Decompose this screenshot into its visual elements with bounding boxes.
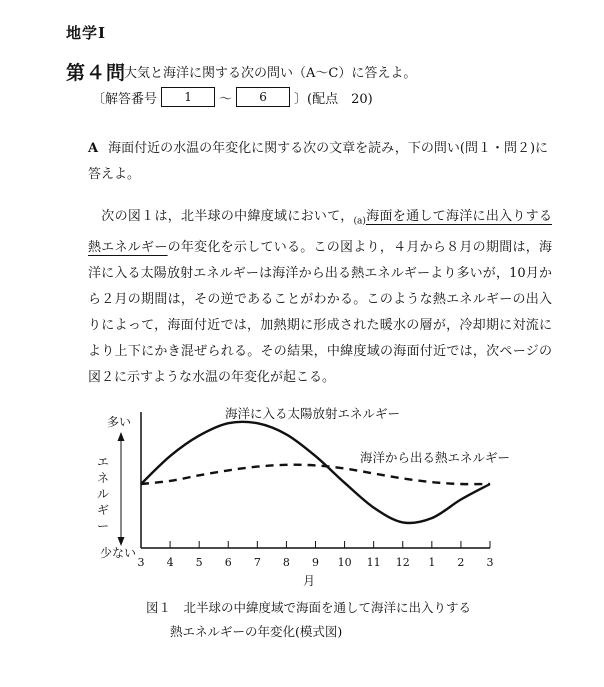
section-label: A: [88, 141, 99, 156]
y-arrow: [118, 432, 125, 546]
question-number: 第４問: [66, 62, 127, 84]
x-axis-label: 月: [302, 574, 316, 588]
passage-marker: (a): [353, 216, 366, 227]
x-tick-label: 7: [253, 556, 261, 569]
y-axis-label-char: ル: [96, 487, 110, 501]
answer-box-from: 1: [161, 87, 215, 107]
x-tick-label: 11: [366, 556, 381, 569]
y-axis-label-char: ギ: [96, 503, 110, 517]
figure-caption-line1: 図１ 北半球の中緯度域で海面を通して海洋に出入りする: [146, 600, 472, 615]
y-axis-label-char: ネ: [96, 471, 110, 485]
series-solar-label: 海洋に入る太陽放射エネルギー: [225, 406, 401, 421]
figure-caption-line2: 熱エネルギーの年変化(模式図): [170, 624, 343, 639]
x-tick-label: 6: [224, 556, 232, 569]
x-tick-label: 10: [337, 556, 352, 569]
x-tick-label: 8: [282, 556, 290, 569]
answer-suffix: 〕(配点 20): [294, 91, 373, 107]
series-heat-label: 海洋から出る熱エネルギー: [360, 450, 511, 465]
x-tick-label: 2: [457, 556, 465, 569]
series-heat-line: [141, 465, 490, 484]
passage-part2: の年変化を示している。この図より，４月から８月の期間は，海洋に入る太陽放射エネルギーは海洋から出る熱エネルギーより多いが，10月から２月の期間は，その逆であることがわかる。このような熱エネルギーの出入りによって，海面付近では，加熱期に形成された暖水の層が，冷却期に対流により上下にかき混ぜられる。その結果，中緯度域の海面付近では，次ページの図２に示すような水温の年変化が起こる。: [88, 239, 552, 385]
series-solar-line: [141, 422, 490, 523]
x-tick-label: 9: [312, 556, 319, 569]
answer-box-to: 6: [236, 87, 290, 107]
y-axis-label-char: エ: [96, 455, 110, 469]
y-bottom-label: 少ない: [100, 546, 137, 560]
y-axis-label-char: ー: [96, 519, 110, 533]
x-tick-label: 1: [428, 556, 436, 569]
question-text: 大気と海洋に関する次の問い（A〜C）に答えよ。: [124, 66, 417, 81]
answer-prefix: 〔解答番号: [92, 91, 158, 107]
x-tick-label: 5: [195, 556, 203, 569]
passage-underlined: 海面を通して海洋に出入りする熱エネルギー: [88, 209, 552, 255]
x-tick-label: 3: [486, 556, 494, 569]
y-top-label: 多い: [107, 415, 132, 429]
x-tick-label: 4: [166, 556, 174, 569]
passage-part1: 次の図１は，北半球の中緯度域において，: [101, 209, 354, 224]
section-instruction-text: 海面付近の水温の年変化に関する次の文章を読み，下の問い(問１・問２)に答えよ。: [88, 141, 549, 182]
answer-tilde: 〜: [219, 91, 233, 107]
x-tick-label: 3: [137, 556, 145, 569]
subject-title: 地学Ⅰ: [66, 24, 107, 42]
x-tick-label: 12: [395, 556, 410, 569]
